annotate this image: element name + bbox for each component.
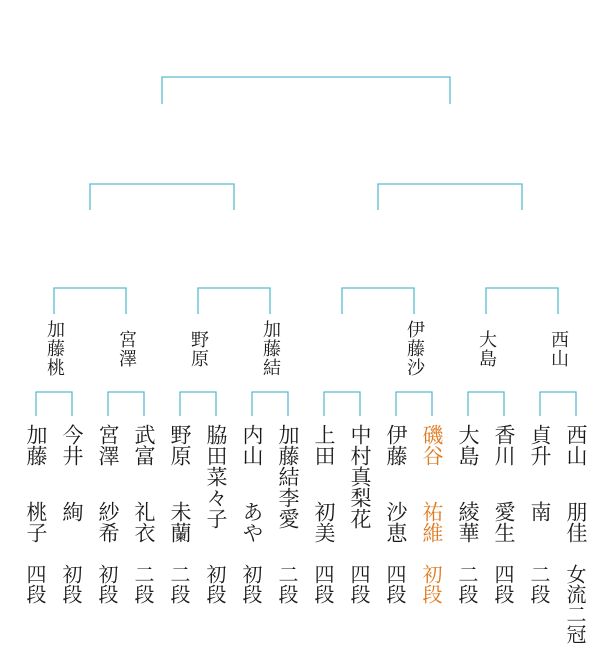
player-given-name: あや <box>240 501 264 543</box>
winner-label: 西山 <box>548 330 569 368</box>
match-line-r1-3 <box>180 392 216 416</box>
winner-label: 伊藤沙 <box>404 320 425 377</box>
player-name: 脇田菜々子 <box>204 424 228 529</box>
match-line-sf-1 <box>90 184 234 210</box>
player-rank: 初段 <box>59 564 83 604</box>
match-line-final <box>162 77 450 104</box>
player-given-name: 祐維 <box>420 501 444 543</box>
match-line-qf-2 <box>198 288 270 314</box>
player-name: 加藤 <box>24 424 48 466</box>
match-line-r1-1 <box>36 392 72 416</box>
player-name: 武富 <box>132 424 156 466</box>
player-given-name: 桃子 <box>24 501 48 543</box>
player-name: 今井 <box>60 424 84 466</box>
match-line-r1-7 <box>468 392 504 416</box>
player-name: 西山 <box>564 424 588 466</box>
player-name: 貞升 <box>528 424 552 466</box>
player-rank: 二段 <box>527 564 551 604</box>
player-given-name: 未蘭 <box>168 501 192 543</box>
player-rank: 四段 <box>491 564 515 604</box>
player-rank: 二段 <box>275 564 299 604</box>
player-given-name: 朋佳 <box>564 501 588 543</box>
winner-label: 加藤桃 <box>44 320 65 377</box>
match-line-qf-3 <box>342 288 414 314</box>
player-name: 磯谷 <box>420 424 444 466</box>
player-given-name: 南 <box>528 501 552 522</box>
player-name: 宮澤 <box>96 424 120 466</box>
player-rank: 四段 <box>347 564 371 604</box>
player-name: 上田 <box>312 424 336 466</box>
match-line-r1-8 <box>540 392 576 416</box>
player-given-name: 綾華 <box>456 501 480 543</box>
winner-label: 宮澤 <box>116 330 137 368</box>
player-rank: 女流二冠 <box>563 564 587 644</box>
player-name: 加藤結李愛 <box>276 424 300 529</box>
match-line-r1-6 <box>396 392 432 416</box>
player-rank: 初段 <box>95 564 119 604</box>
player-name: 野原 <box>168 424 192 466</box>
player-given-name: 沙恵 <box>384 501 408 543</box>
winner-label: 加藤結 <box>260 320 281 377</box>
player-rank: 二段 <box>455 564 479 604</box>
player-name: 大島 <box>456 424 480 466</box>
match-line-r1-5 <box>324 392 360 416</box>
player-name: 中村真梨花 <box>348 424 372 529</box>
player-given-name: 絢 <box>60 501 84 522</box>
player-given-name: 紗希 <box>96 501 120 543</box>
player-name: 内山 <box>240 424 264 466</box>
player-given-name: 愛生 <box>492 501 516 543</box>
match-line-qf-1 <box>54 288 126 314</box>
player-rank: 四段 <box>383 564 407 604</box>
player-rank: 初段 <box>203 564 227 604</box>
match-line-qf-4 <box>486 288 558 314</box>
player-given-name: 初美 <box>312 501 336 543</box>
winner-label: 大島 <box>476 330 497 368</box>
player-given-name: 礼衣 <box>132 501 156 543</box>
player-name: 伊藤 <box>384 424 408 466</box>
match-line-sf-2 <box>378 184 522 210</box>
player-name: 香川 <box>492 424 516 466</box>
player-rank: 二段 <box>131 564 155 604</box>
winner-label: 野原 <box>188 330 209 368</box>
player-rank: 二段 <box>167 564 191 604</box>
player-rank: 四段 <box>311 564 335 604</box>
match-line-r1-2 <box>108 392 144 416</box>
player-rank: 初段 <box>419 564 443 604</box>
player-rank: 四段 <box>23 564 47 604</box>
player-rank: 初段 <box>239 564 263 604</box>
match-line-r1-4 <box>252 392 288 416</box>
